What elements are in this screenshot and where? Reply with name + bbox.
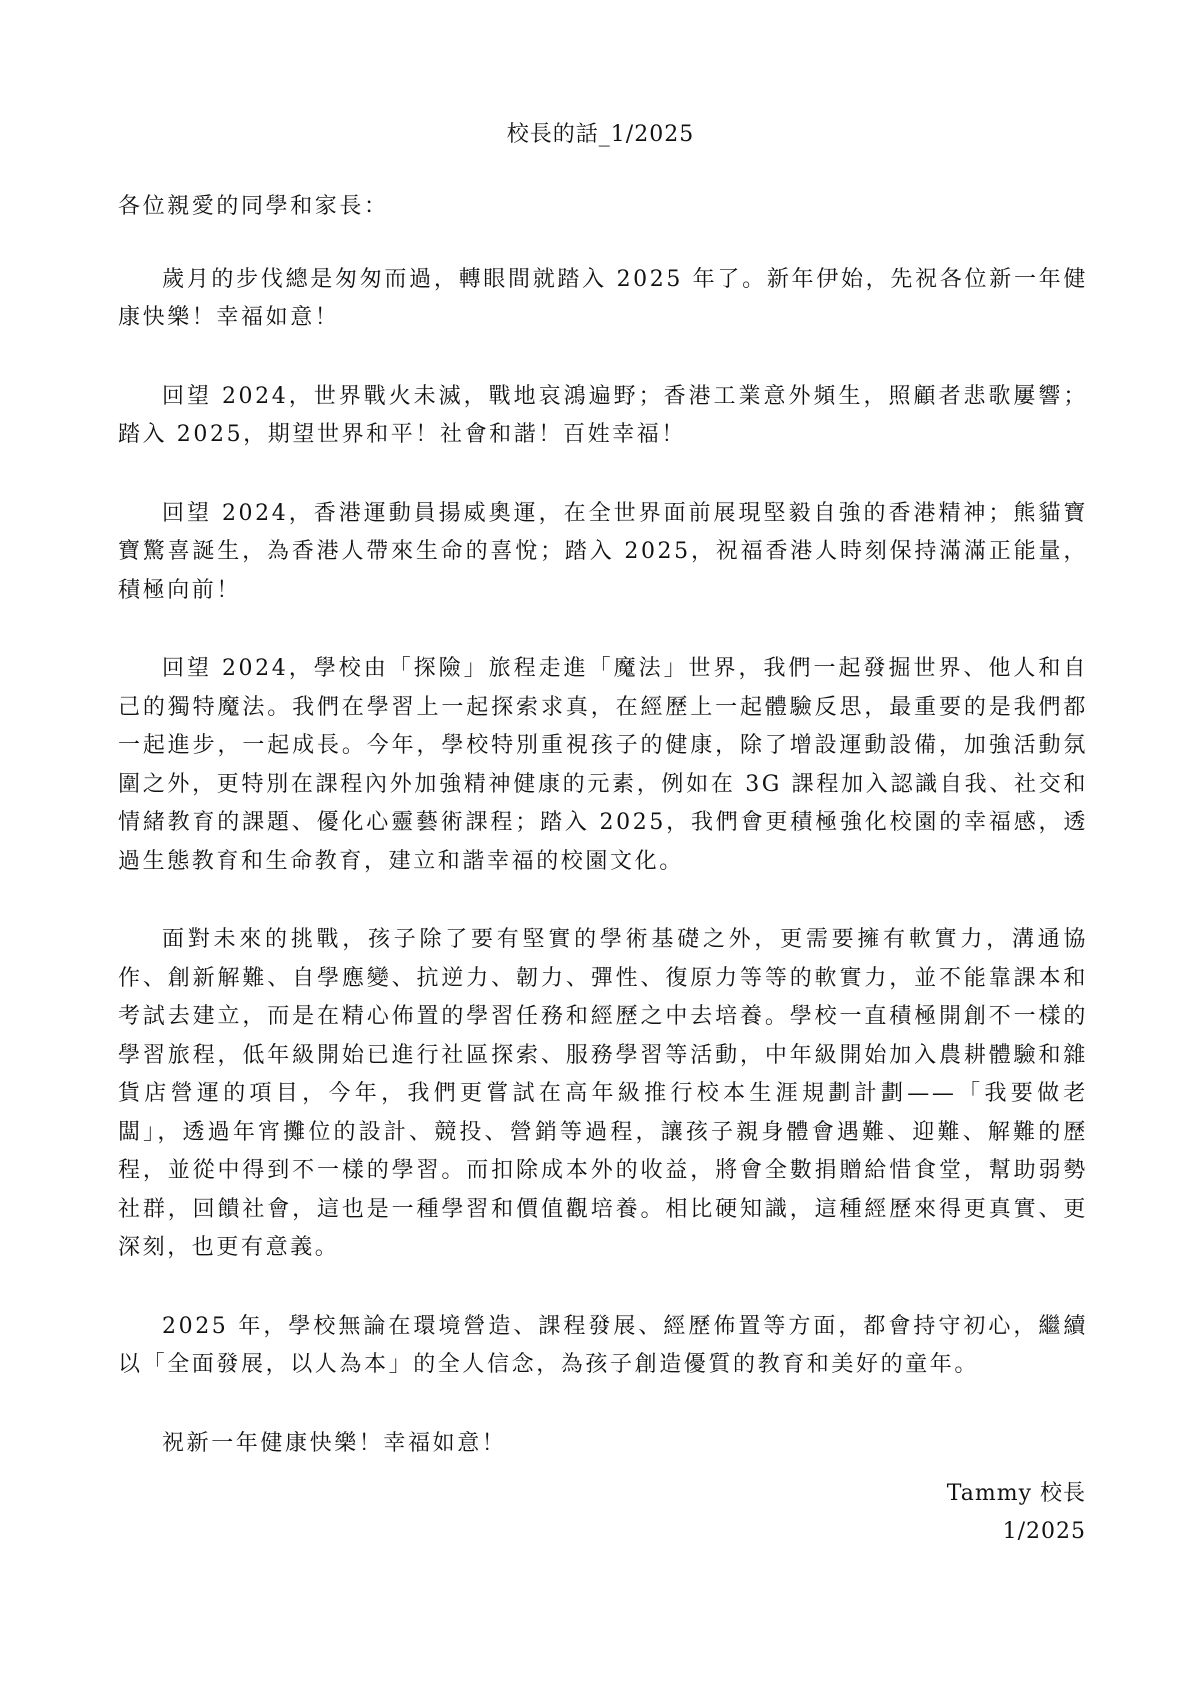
letter-body (118, 188, 1088, 1503)
paragraph-school-vision: 2025 年，學校無論在環境營造、課程發展、經歷佈置等方面，都會持守初心，繼續以「全面發展，以人為本」的全人信念，為孩子創造優質的教育和美好的童年。 (118, 1313, 1088, 1377)
page-title: 校長的話_1/2025 (506, 122, 695, 147)
paragraph-future-challenges: 面對未來的挑戰，孩子除了要有堅實的學術基礎之外，更需要擁有軟實力，溝通協作、創新解難、自學應變、抗逆力、韌力、彈性、復原力等等的軟實力，並不能靠課本和考試去建立，而是在精心佈置的學習任務和經歷之中去培養。學校一直積極開創不一樣的學習旅程，低年級開始已進行社區探索、服務學習等活動，中年級開始加入農耕體驗和雜貨店營運的項目，今年，我們更嘗試在高年級推行校本生涯規劃計劃——「我要做老闆」，透過年宵攤位的設計、競投、營銷等過程，讓孩子親身體會遇難、迎難、解難的歷程，並從中得到不一樣的學習。而扣除成本外的收益，將會全數捐贈給惜食堂，幫助弱勢社群，回饋社會，這也是一種學習和價值觀培養。相比硬知識，這種經歷來得更真實、更深刻，也更有意義。 (118, 927, 1088, 1260)
paragraph-closing-wish: 祝新一年健康快樂！幸福如意！ (162, 1430, 507, 1456)
salutation: 各位親愛的同學和家長： (118, 194, 389, 219)
signature-date: 1/2025 (1002, 1519, 1086, 1544)
signature: Tammy 校長 (946, 1481, 1086, 1506)
paragraph-hong-kong-review: 回望 2024，香港運動員揚威奧運，在全世界面前展現堅毅自強的香港精神；熊貓寶寶驚喜誕生，為香港人帶來生命的喜悅；踏入 2025，祝福香港人時刻保持滿滿正能量，積極向前！ (118, 500, 1088, 603)
signature-block (947, 1475, 1086, 1551)
paragraph-world-review: 回望 2024，世界戰火未滅，戰地哀鴻遍野；香港工業意外頻生，照顧者悲歌屢響；踏入 2025，期望世界和平！社會和諧！百姓幸福！ (118, 383, 1088, 447)
paragraph-school-review: 回望 2024，學校由「探險」旅程走進「魔法」世界，我們一起發掘世界、他人和自己的獨特魔法。我們在學習上一起探索求真，在經歷上一起體驗反思，最重要的是我們都一起進步，一起成長。今年，學校特別重視孩子的健康，除了增設運動設備，加強活動氛圍之外，更特別在課程內外加強精神健康的元素，例如在 3G 課程加入認識自我、社交和情緒教育的課題、優化心靈藝術課程；踏入 2025，我們會更積極強化校園的幸福感，透過生態教育和生命教育，建立和諧幸福的校園文化。 (118, 656, 1088, 874)
paragraph-new-year-greeting: 歲月的步伐總是匆匆而過，轉眼間就踏入 2025 年了。新年伊始，先祝各位新一年健康快樂！幸福如意！ (118, 266, 1088, 330)
